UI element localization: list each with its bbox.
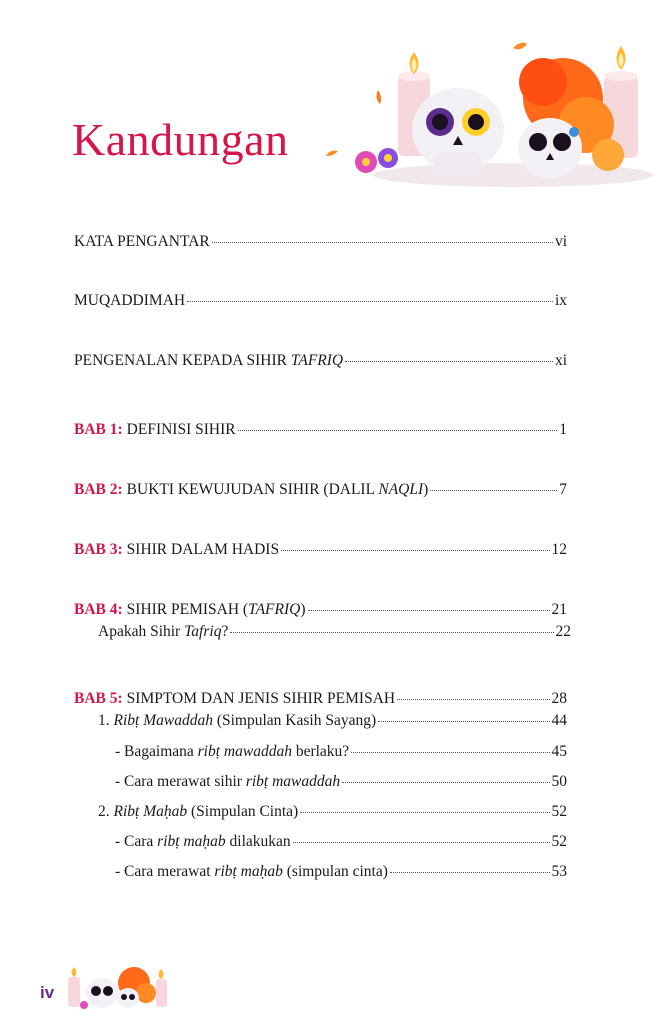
dot-leader [187, 301, 553, 302]
dot-leader [293, 842, 550, 843]
chapter-prefix: BAB 2: [74, 481, 123, 498]
page-title: Kandungan [72, 113, 289, 165]
toc-item-kata-pengantar[interactable]: KATA PENGANTAR vi [74, 233, 567, 250]
toc-item-cara-merawat-mahab[interactable]: - Cara merawat ribṭ maḥab (simpulan cinta) 53 [115, 863, 567, 880]
toc-item-ribt-mawaddah[interactable]: 1. Ribṭ Mawaddah (Simpulan Kasih Sayang) 44 [98, 712, 567, 729]
dot-leader [397, 699, 549, 700]
toc-page-number: xi [554, 352, 567, 369]
toc-item-bab-2[interactable]: BAB 2: BUKTI KEWUJUDAN SIHIR (DALIL NAQLI) 7 [74, 481, 567, 498]
dot-leader [212, 242, 553, 243]
chapter-prefix: BAB 5: [74, 690, 123, 707]
toc-item-bab-4[interactable]: BAB 4: SIHIR PEMISAH (TAFRIQ) 21 [74, 601, 567, 618]
toc-page-number: 53 [551, 863, 567, 880]
dot-leader [238, 430, 558, 431]
toc-item-ribt-mahab[interactable]: 2. Ribṭ Maḥab (Simpulan Cinta) 52 [98, 803, 567, 820]
toc-item-muqaddimah[interactable]: MUQADDIMAH ix [74, 292, 567, 309]
toc-item-bab-5[interactable]: BAB 5: SIMPTOM DAN JENIS SIHIR PEMISAH 28 [74, 690, 567, 707]
toc-item-pengenalan[interactable]: PENGENALAN KEPADA SIHIR TAFRIQ xi [74, 352, 567, 369]
toc-page-number: 28 [551, 690, 567, 707]
dot-leader [390, 872, 550, 873]
dot-leader [430, 490, 557, 491]
toc-page-number: 7 [559, 481, 567, 498]
toc-item-bab-1[interactable]: BAB 1: DEFINISI SIHIR 1 [74, 421, 567, 438]
toc-page-number: 52 [551, 833, 567, 850]
dot-leader [281, 550, 549, 551]
toc-page-number: 22 [555, 623, 571, 640]
dot-leader [342, 782, 549, 783]
dot-leader [351, 752, 549, 753]
dot-leader [378, 721, 549, 722]
chapter-prefix: BAB 3: [74, 541, 123, 558]
toc-page-number: 1 [559, 421, 567, 438]
toc-item-apakah-sihir-tafriq[interactable]: Apakah Sihir Tafriq? 22 [98, 623, 571, 640]
toc-page-number: 21 [551, 601, 567, 618]
toc-item-bab-3[interactable]: BAB 3: SIHIR DALAM HADIS 12 [74, 541, 567, 558]
toc-page-number: 50 [551, 773, 567, 790]
toc-page-number: 12 [551, 541, 567, 558]
toc-item-cara-ribt-mahab[interactable]: - Cara ribṭ maḥab dilakukan 52 [115, 833, 567, 850]
toc-page-number: ix [554, 292, 567, 309]
toc-page-number: 45 [551, 743, 567, 760]
toc-page-number: vi [554, 233, 567, 250]
chapter-prefix: BAB 4: [74, 601, 123, 618]
sugar-skull-illustration [318, 30, 663, 195]
dot-leader [308, 610, 550, 611]
toc-item-cara-merawat-mawaddah[interactable]: - Cara merawat sihir ribṭ mawaddah 50 [115, 773, 567, 790]
page-number: iv [40, 983, 55, 1002]
toc-page-number: 52 [551, 803, 567, 820]
chapter-prefix: BAB 1: [74, 421, 123, 438]
toc-item-bagaimana-ribt-mawaddah[interactable]: - Bagaimana ribṭ mawaddah berlaku? 45 [115, 743, 567, 760]
dot-leader [300, 812, 549, 813]
sugar-skull-footer-illustration [62, 963, 174, 1013]
dot-leader [345, 361, 553, 362]
dot-leader [230, 632, 553, 633]
toc-page-number: 44 [551, 712, 567, 729]
